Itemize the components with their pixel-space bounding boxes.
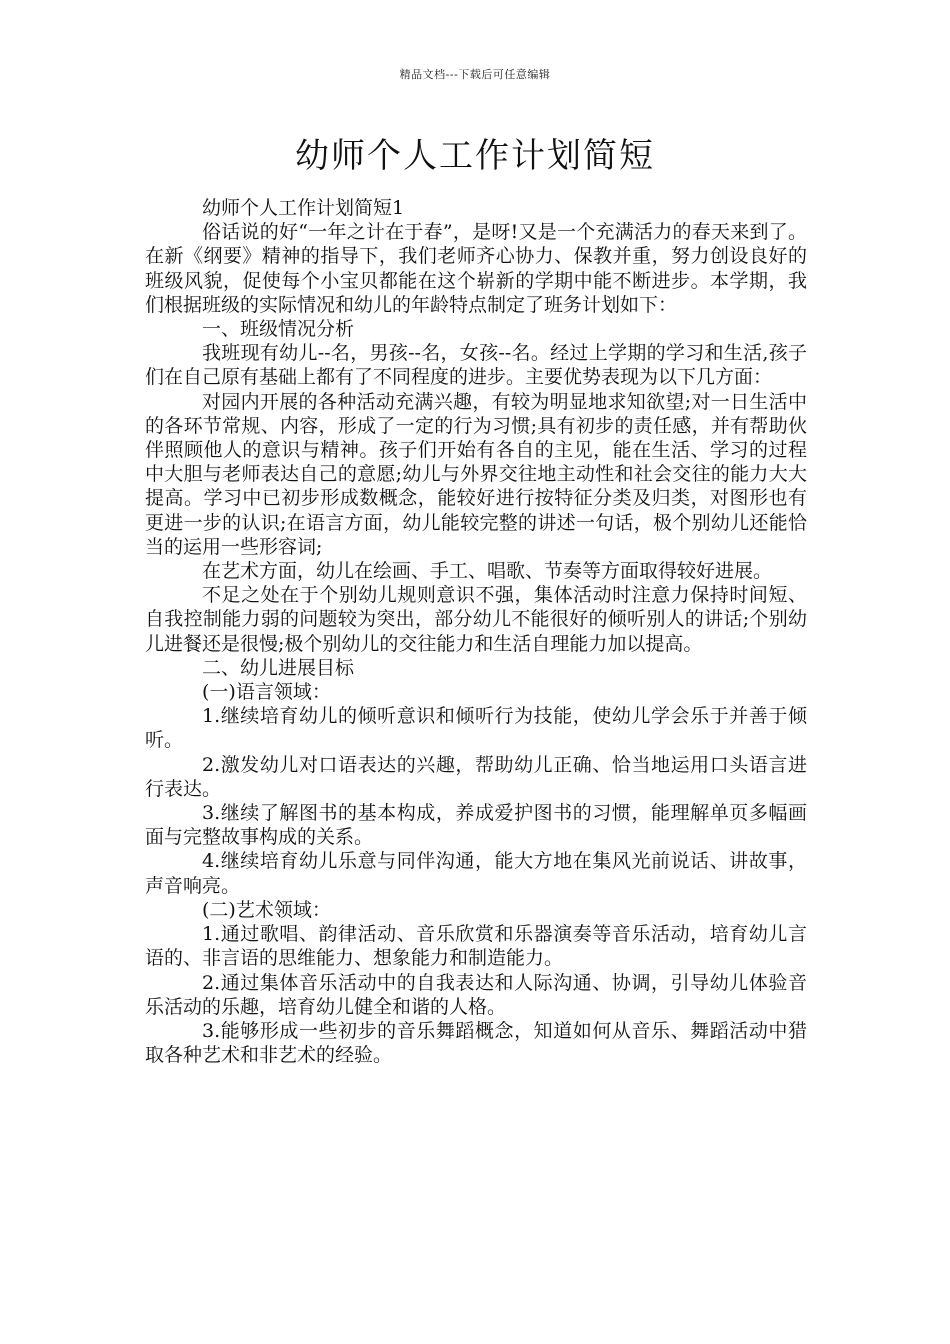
paragraph: 对园内开展的各种活动充满兴趣，有较为明显地求知欲望;对一日生活中的各环节常规、内容，形成了一定的行为习惯;具有初步的责任感，并有帮助伙伴照顾他人的意识与精神。孩子们开始有各自的主见，能在生活、学习的过程中大胆与老师表达自己的意愿;幼儿与外界交往地主动性和社会交往的能力大大提高。学习中已初步形成数概念，能较好进行按特征分类及归类，对图形也有更进一步的认识;在语言方面，幼儿能较完整的讲述一句话，极个别幼儿还能恰当的运用一些形容词; xyxy=(145,390,807,558)
section-heading: 二、幼儿进展目标 xyxy=(202,656,355,679)
paragraph: 不足之处在于个别幼儿规则意识不强，集体活动时注意力保持时间短、自我控制能力弱的问题较为突出，部分幼儿不能很好的倾听别人的讲话;个别幼儿进餐还是很慢;极个别幼儿的交往能力和生活自理能力加以提高。 xyxy=(145,584,807,655)
subsection-heading: (一)语言领域： xyxy=(202,681,331,704)
list-item: 2.通过集体音乐活动中的自我表达和人际沟通、协调，引导幼儿体验音乐活动的乐趣，培育幼儿健全和谐的人格。 xyxy=(145,971,807,1018)
list-item: 1.通过歌唱、韵律活动、音乐欣赏和乐器演奏等音乐活动，培育幼儿言语的、非言语的思维能力、想象能力和制造能力。 xyxy=(145,923,807,970)
subsection-heading: (二)艺术领域： xyxy=(202,898,331,921)
document-title: 幼师个人工作计划简短 xyxy=(295,136,655,176)
section-heading: 一、班级情况分析 xyxy=(202,318,355,341)
paragraph: 在艺术方面，幼儿在绘画、手工、唱歌、节奏等方面取得较好进展。 xyxy=(202,560,773,583)
paragraph-subtitle: 幼师个人工作计划简短1 xyxy=(202,197,405,219)
list-item: 4.继续培育幼儿乐意与同伴沟通，能大方地在集风光前说话、讲故事，声音响亮。 xyxy=(145,850,807,897)
header-note: 精品文档---下载后可任意编辑 xyxy=(399,68,551,81)
list-item: 3.继续了解图书的基本构成，养成爱护图书的习惯，能理解单页多幅画面与完整故事构成的关系。 xyxy=(145,802,807,849)
document-body xyxy=(145,196,807,1067)
list-item: 2.激发幼儿对口语表达的兴趣，帮助幼儿正确、恰当地运用口头语言进行表达。 xyxy=(145,753,807,800)
paragraph: 我班现有幼儿--名，男孩--名，女孩--名。经过上学期的学习和生活,孩子们在自己原有基础上都有了不同程度的进步。主要优势表现为以下几方面： xyxy=(145,342,807,389)
list-item: 1.继续培育幼儿的倾听意识和倾听行为技能，使幼儿学会乐于并善于倾听。 xyxy=(145,705,807,752)
list-item: 3.能够形成一些初步的音乐舞蹈概念，知道如何从音乐、舞蹈活动中猎取各种艺术和非艺术的经验。 xyxy=(145,1019,807,1067)
paragraph: 俗话说的好“一年之计在于春”，是呀!又是一个充满活力的春天来到了。在新《纲要》精神的指导下，我们老师齐心协力、保教并重，努力创设良好的班级风貌，促使每个小宝贝都能在这个崭新的学期中能不断进步。本学期，我们根据班级的实际情况和幼儿的年龄特点制定了班务计划如下： xyxy=(145,221,807,316)
